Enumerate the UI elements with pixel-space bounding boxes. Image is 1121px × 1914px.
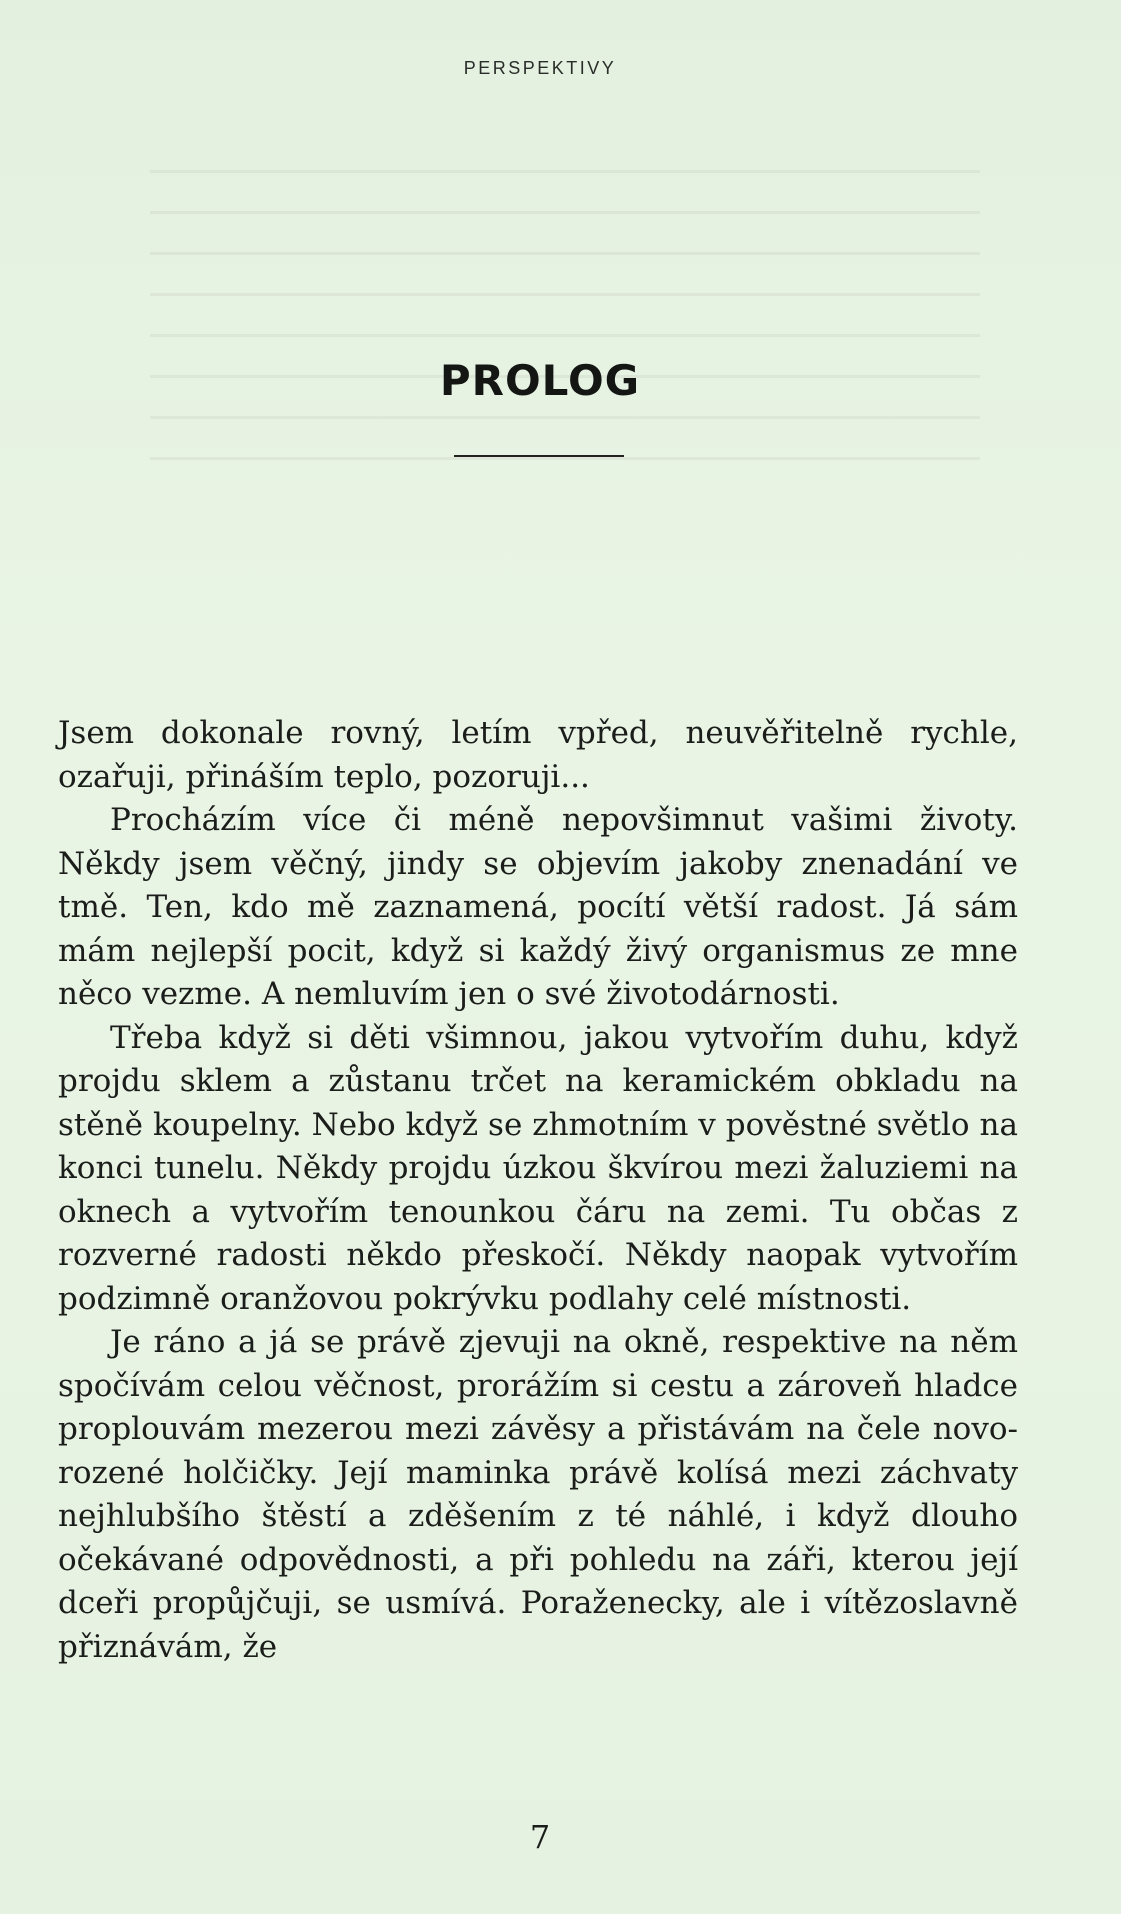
paragraph-4: Je ráno a já se právě zjevuji na okně, respektive na něm spočívám celou věčnost, prorážím si cestu a zároveň hladce proplouvám mezerou mezi závěsy a přistávám na čele novorozené holčičky. Její maminka právě kolísá mezi záchvaty nejhlubšího štěstí a zděšením z té náhlé, i když dlouho očekávané odpovědnosti, a při pohledu na záři, kterou její dceři propůjčuji, se usmívá. Poraženecky, ale i vítězoslavně přiznávám, že <box>58 1324 1018 1665</box>
show-through-text <box>150 170 980 510</box>
paragraph-2: Procházím více či méně nepovšimnut vašimi životy. Někdy jsem věčný, jindy se objevím jakoby znenadání ve tmě. Ten, kdo mě zaznamená, pocítí větší radost. Já sám mám nejlepší pocit, když si každý živý organismus ze mne něco vezme. A nemluvím jen o své životodárnosti. <box>58 802 1018 1012</box>
paragraph-1: Jsem dokonale rovný, letím vpřed, neuvěřitelně rychle, ozařuji, přináším teplo, pozoruji... <box>58 715 1018 795</box>
chapter-title: PROLOG <box>439 356 641 405</box>
page-number: 7 <box>529 1818 551 1856</box>
body-text <box>58 712 1018 1669</box>
paragraph-3: Třeba když si děti všimnou, jakou vytvořím duhu, když projdu sklem a zůstanu trčet na keramickém obkladu na stěně koupelny. Nebo když se zhmotním v pověstné světlo na konci tunelu. Někdy projdu úzkou škvírou mezi žaluziemi na oknech a vytvořím tenounkou čáru na zemi. Tu občas z rozverné radosti někdo přeskočí. Někdy naopak vytvořím podzimně oranžovou pokrývku podlahy celé místnosti. <box>58 1019 1018 1317</box>
running-head: PERSPEKTIVY <box>463 58 617 78</box>
title-rule <box>454 455 624 457</box>
